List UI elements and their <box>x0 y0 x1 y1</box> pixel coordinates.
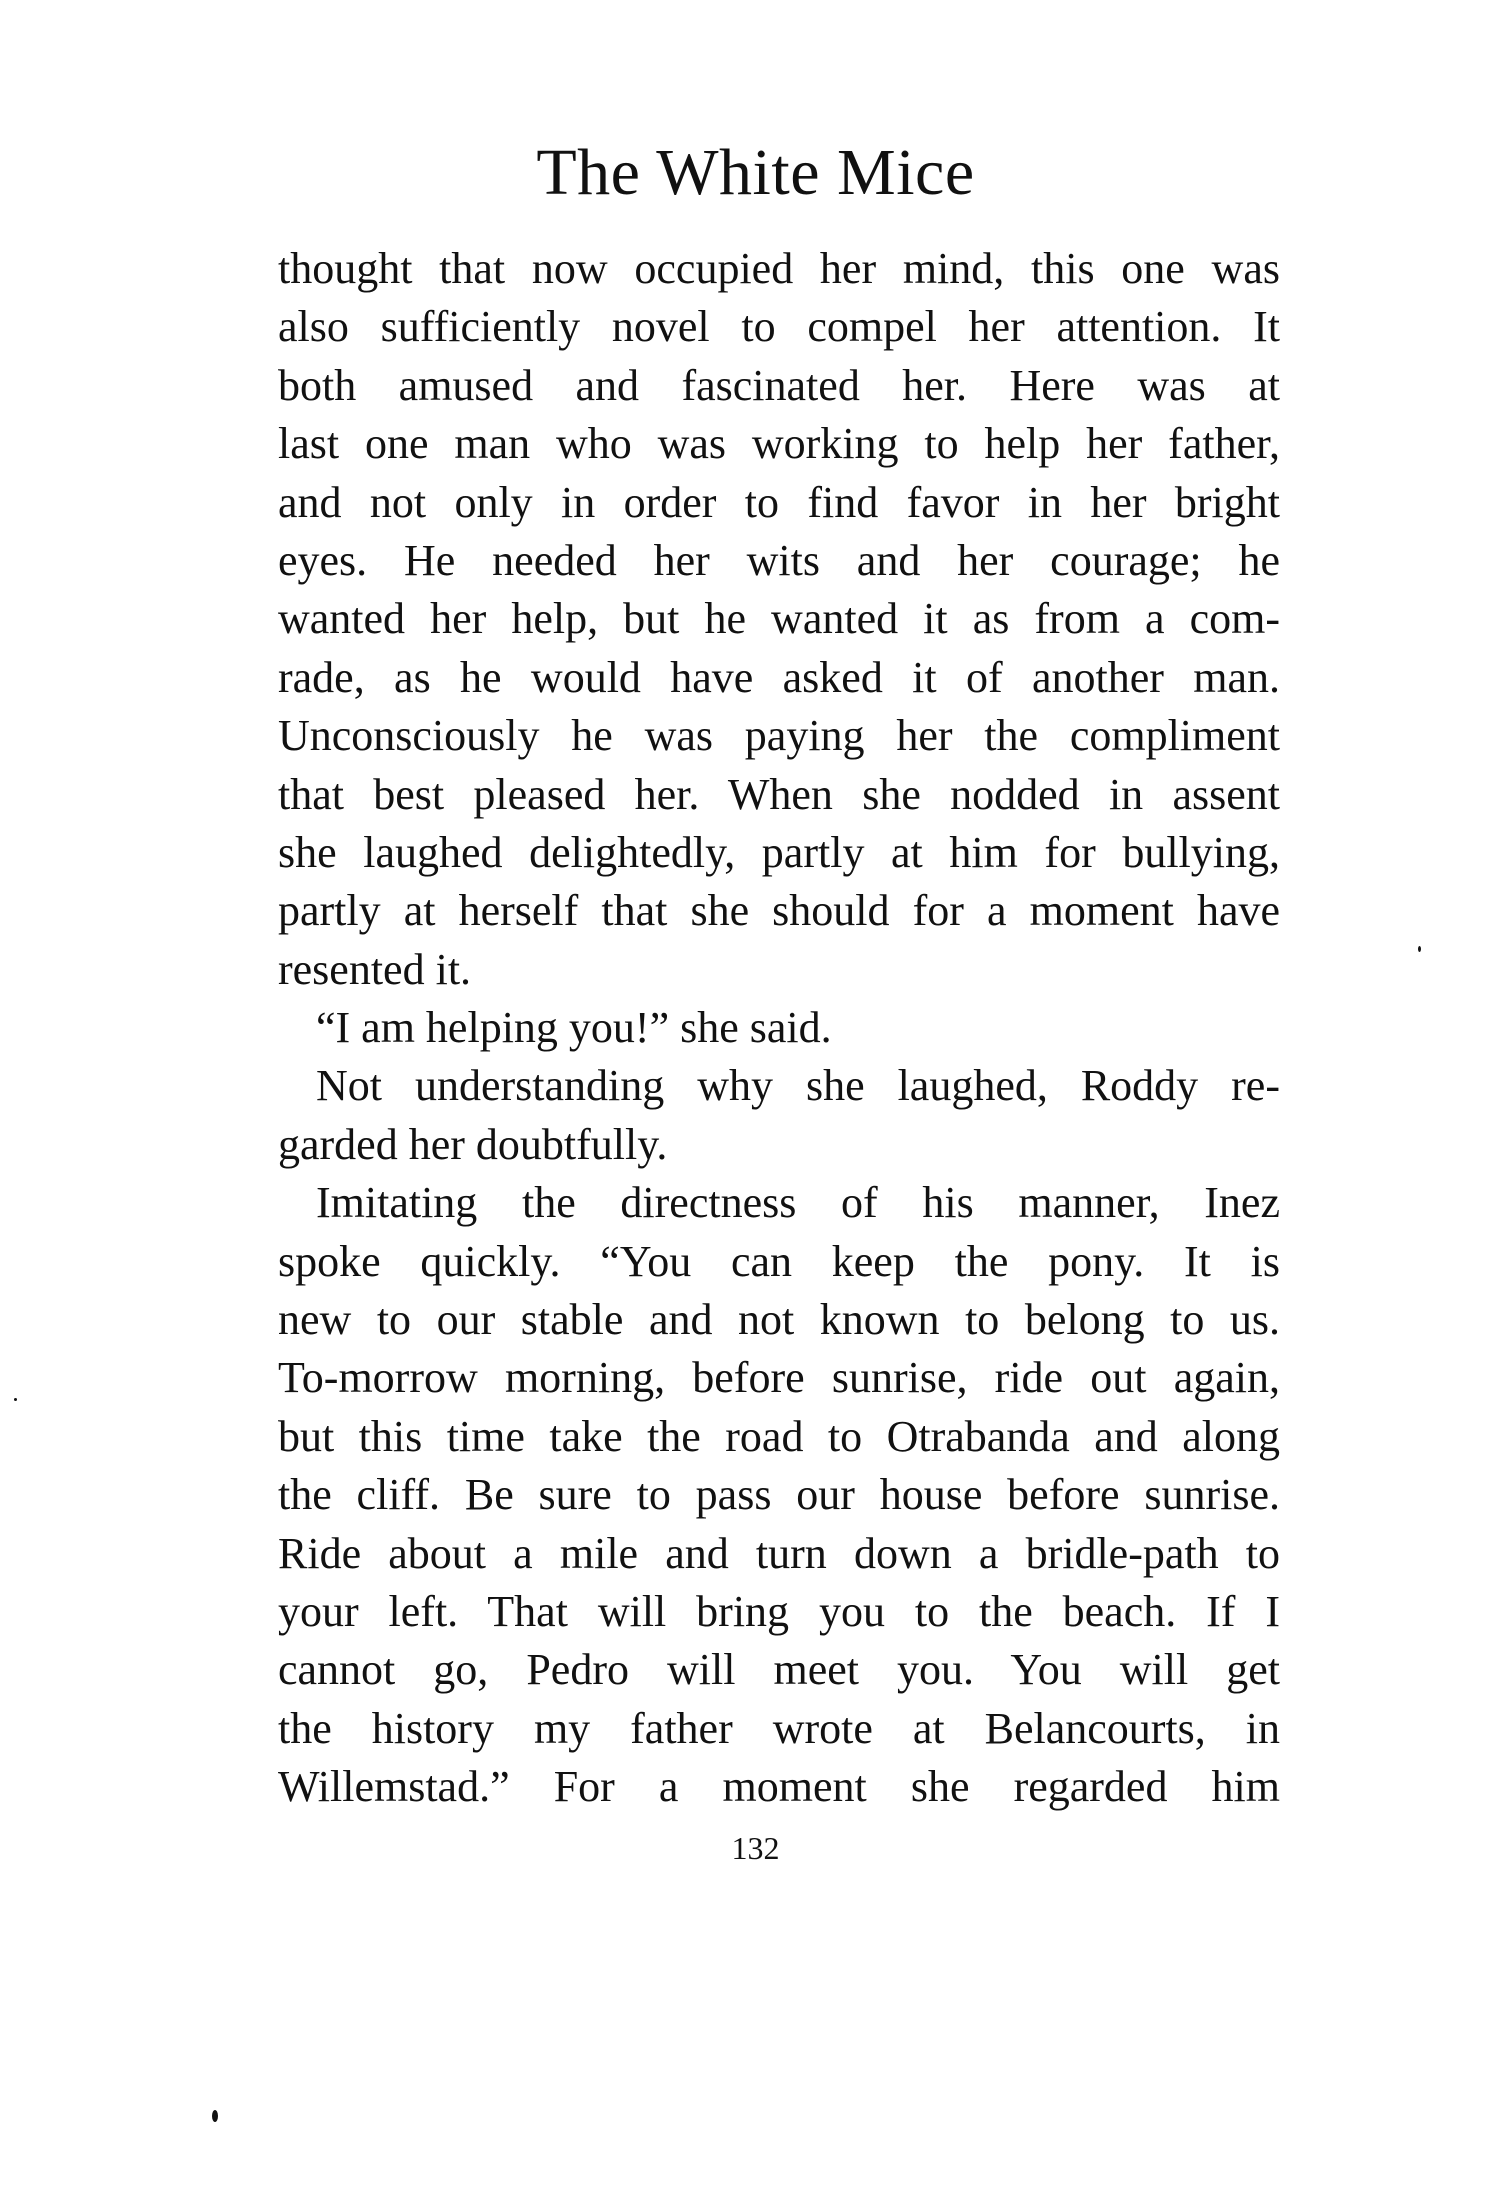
text-line: cannot go, Pedro will meet you. You will get <box>278 1645 1280 1695</box>
page-number: 132 <box>731 1830 780 1866</box>
text-line: that best pleased her. When she nodded in assent <box>278 769 1280 819</box>
text-line: rade, as he would have asked it of another man. <box>278 652 1280 702</box>
text-line: your left. That will bring you to the beach. If I <box>278 1586 1280 1636</box>
ink-speck <box>1418 946 1421 952</box>
text-line: Unconsciously he was paying her the compliment <box>278 711 1280 761</box>
text-line: eyes. He needed her wits and her courage; he <box>278 535 1280 585</box>
text-line: spoke quickly. “You can keep the pony. It is <box>278 1236 1280 1286</box>
ink-speck <box>14 1398 17 1401</box>
text-line: she laughed delightedly, partly at him for bullying, <box>278 827 1280 877</box>
text-line: new to our stable and not known to belong to us. <box>278 1295 1280 1345</box>
text-line: both amused and fascinated her. Here was at <box>278 360 1280 410</box>
text-line: also sufficiently novel to compel her attention. It <box>278 302 1280 352</box>
text-line: Imitating the directness of his manner, Inez <box>316 1178 1280 1228</box>
text-line: garded her doubtfully. <box>278 1119 668 1169</box>
running-title: The White Mice <box>536 136 975 209</box>
text-line: Not understanding why she laughed, Roddy re- <box>316 1061 1280 1111</box>
text-line: To-morrow morning, before sunrise, ride out again, <box>278 1353 1280 1403</box>
ink-speck <box>212 2110 218 2122</box>
dialogue-line: “I am helping you!” she said. <box>316 1003 832 1053</box>
text-line: thought that now occupied her mind, this one was <box>278 244 1280 293</box>
text-line: wanted her help, but he wanted it as from a com- <box>278 594 1280 644</box>
text-line: last one man who was working to help her father, <box>278 419 1280 469</box>
text-line: the history my father wrote at Belancourts, in <box>278 1703 1280 1753</box>
text-line: but this time take the road to Otrabanda and along <box>278 1411 1280 1461</box>
text-line: the cliff. Be sure to pass our house before sunrise. <box>278 1470 1280 1520</box>
text-line: resented it. <box>278 944 472 994</box>
text-line: Ride about a mile and turn down a bridle-path to <box>278 1528 1280 1578</box>
text-line: Willemstad.” For a moment she regarded him <box>278 1762 1280 1812</box>
text-line: partly at herself that she should for a moment have <box>278 886 1280 936</box>
page-body <box>278 240 1280 1817</box>
text-line: and not only in order to find favor in her bright <box>278 477 1280 527</box>
